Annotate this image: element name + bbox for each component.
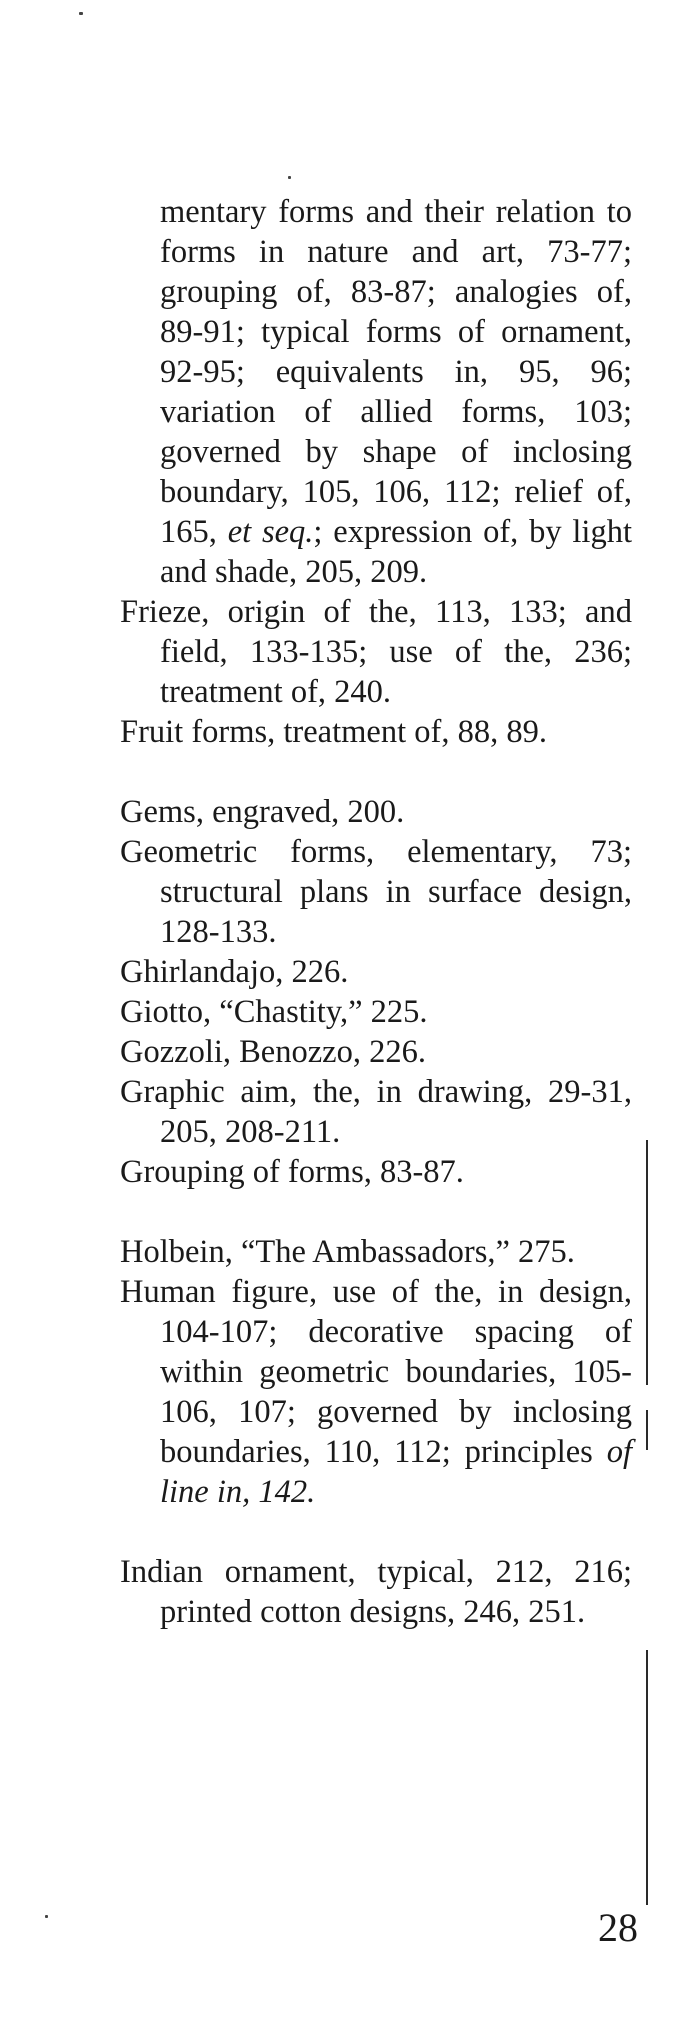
index-entry-holbein: Holbein, “The Ambassadors,” 275.	[120, 1234, 575, 1270]
section-gap	[120, 1512, 632, 1552]
index-entry-grouping: Grouping of forms, 83-87.	[120, 1154, 464, 1190]
ink-speck	[288, 176, 291, 179]
line-in-italic: of line in, 142.	[160, 1434, 632, 1510]
index-entry-ghirlandajo: Ghirlandajo, 226.	[120, 954, 349, 990]
ink-speck	[45, 1915, 48, 1918]
page-number: 28	[598, 1905, 638, 1950]
section-gap	[120, 752, 632, 792]
margin-rule	[646, 1410, 648, 1450]
margin-rule	[646, 1650, 648, 1905]
section-gap	[120, 1192, 632, 1232]
ink-speck	[79, 12, 83, 15]
index-entry-human: Human figure, use of the, in design, 104-107; decorative spacing of within geometric boundaries, 105-106, 107; governed by inclosing boundaries, 110, 112; principles of line in, 142.	[120, 1274, 632, 1510]
index-entry-graphic: Graphic aim, the, in drawing, 29-31, 205, 208-211.	[120, 1074, 632, 1150]
index-entry-indian: Indian ornament, typical, 212, 216; printed cotton designs, 246, 251.	[120, 1554, 632, 1630]
margin-rule	[646, 1140, 648, 1385]
index-entry-fruit: Fruit forms, treatment of, 88, 89.	[120, 714, 547, 750]
index-entry-gems: Gems, engraved, 200.	[120, 794, 405, 830]
index-entry-geometric: Geometric forms, elementary, 73; structural plans in surface design, 128-133.	[120, 834, 632, 950]
index-entry-frieze: Frieze, origin of the, 113, 133; and field, 133-135; use of the, 236; treatment of, 240.	[120, 594, 632, 710]
et-seq-italic: et seq.	[227, 514, 314, 550]
index-entry-gozzoli: Gozzoli, Benozzo, 226.	[120, 1034, 426, 1070]
index-entry-continuation: mentary forms and their relation to forms in nature and art, 73-77; grouping of, 83-87; analogies of, 89-91; typical forms of ornament, 92-95; equivalents in, 95, 96; variation of allied forms, 103; governed by shape of inclosing boundary, 105, 106, 112; relief of, 165, et seq.; expression of, by light and shade, 205, 209.	[160, 194, 632, 590]
index-column	[120, 192, 632, 1632]
index-entry-giotto: Giotto, “Chastity,” 225.	[120, 994, 428, 1030]
